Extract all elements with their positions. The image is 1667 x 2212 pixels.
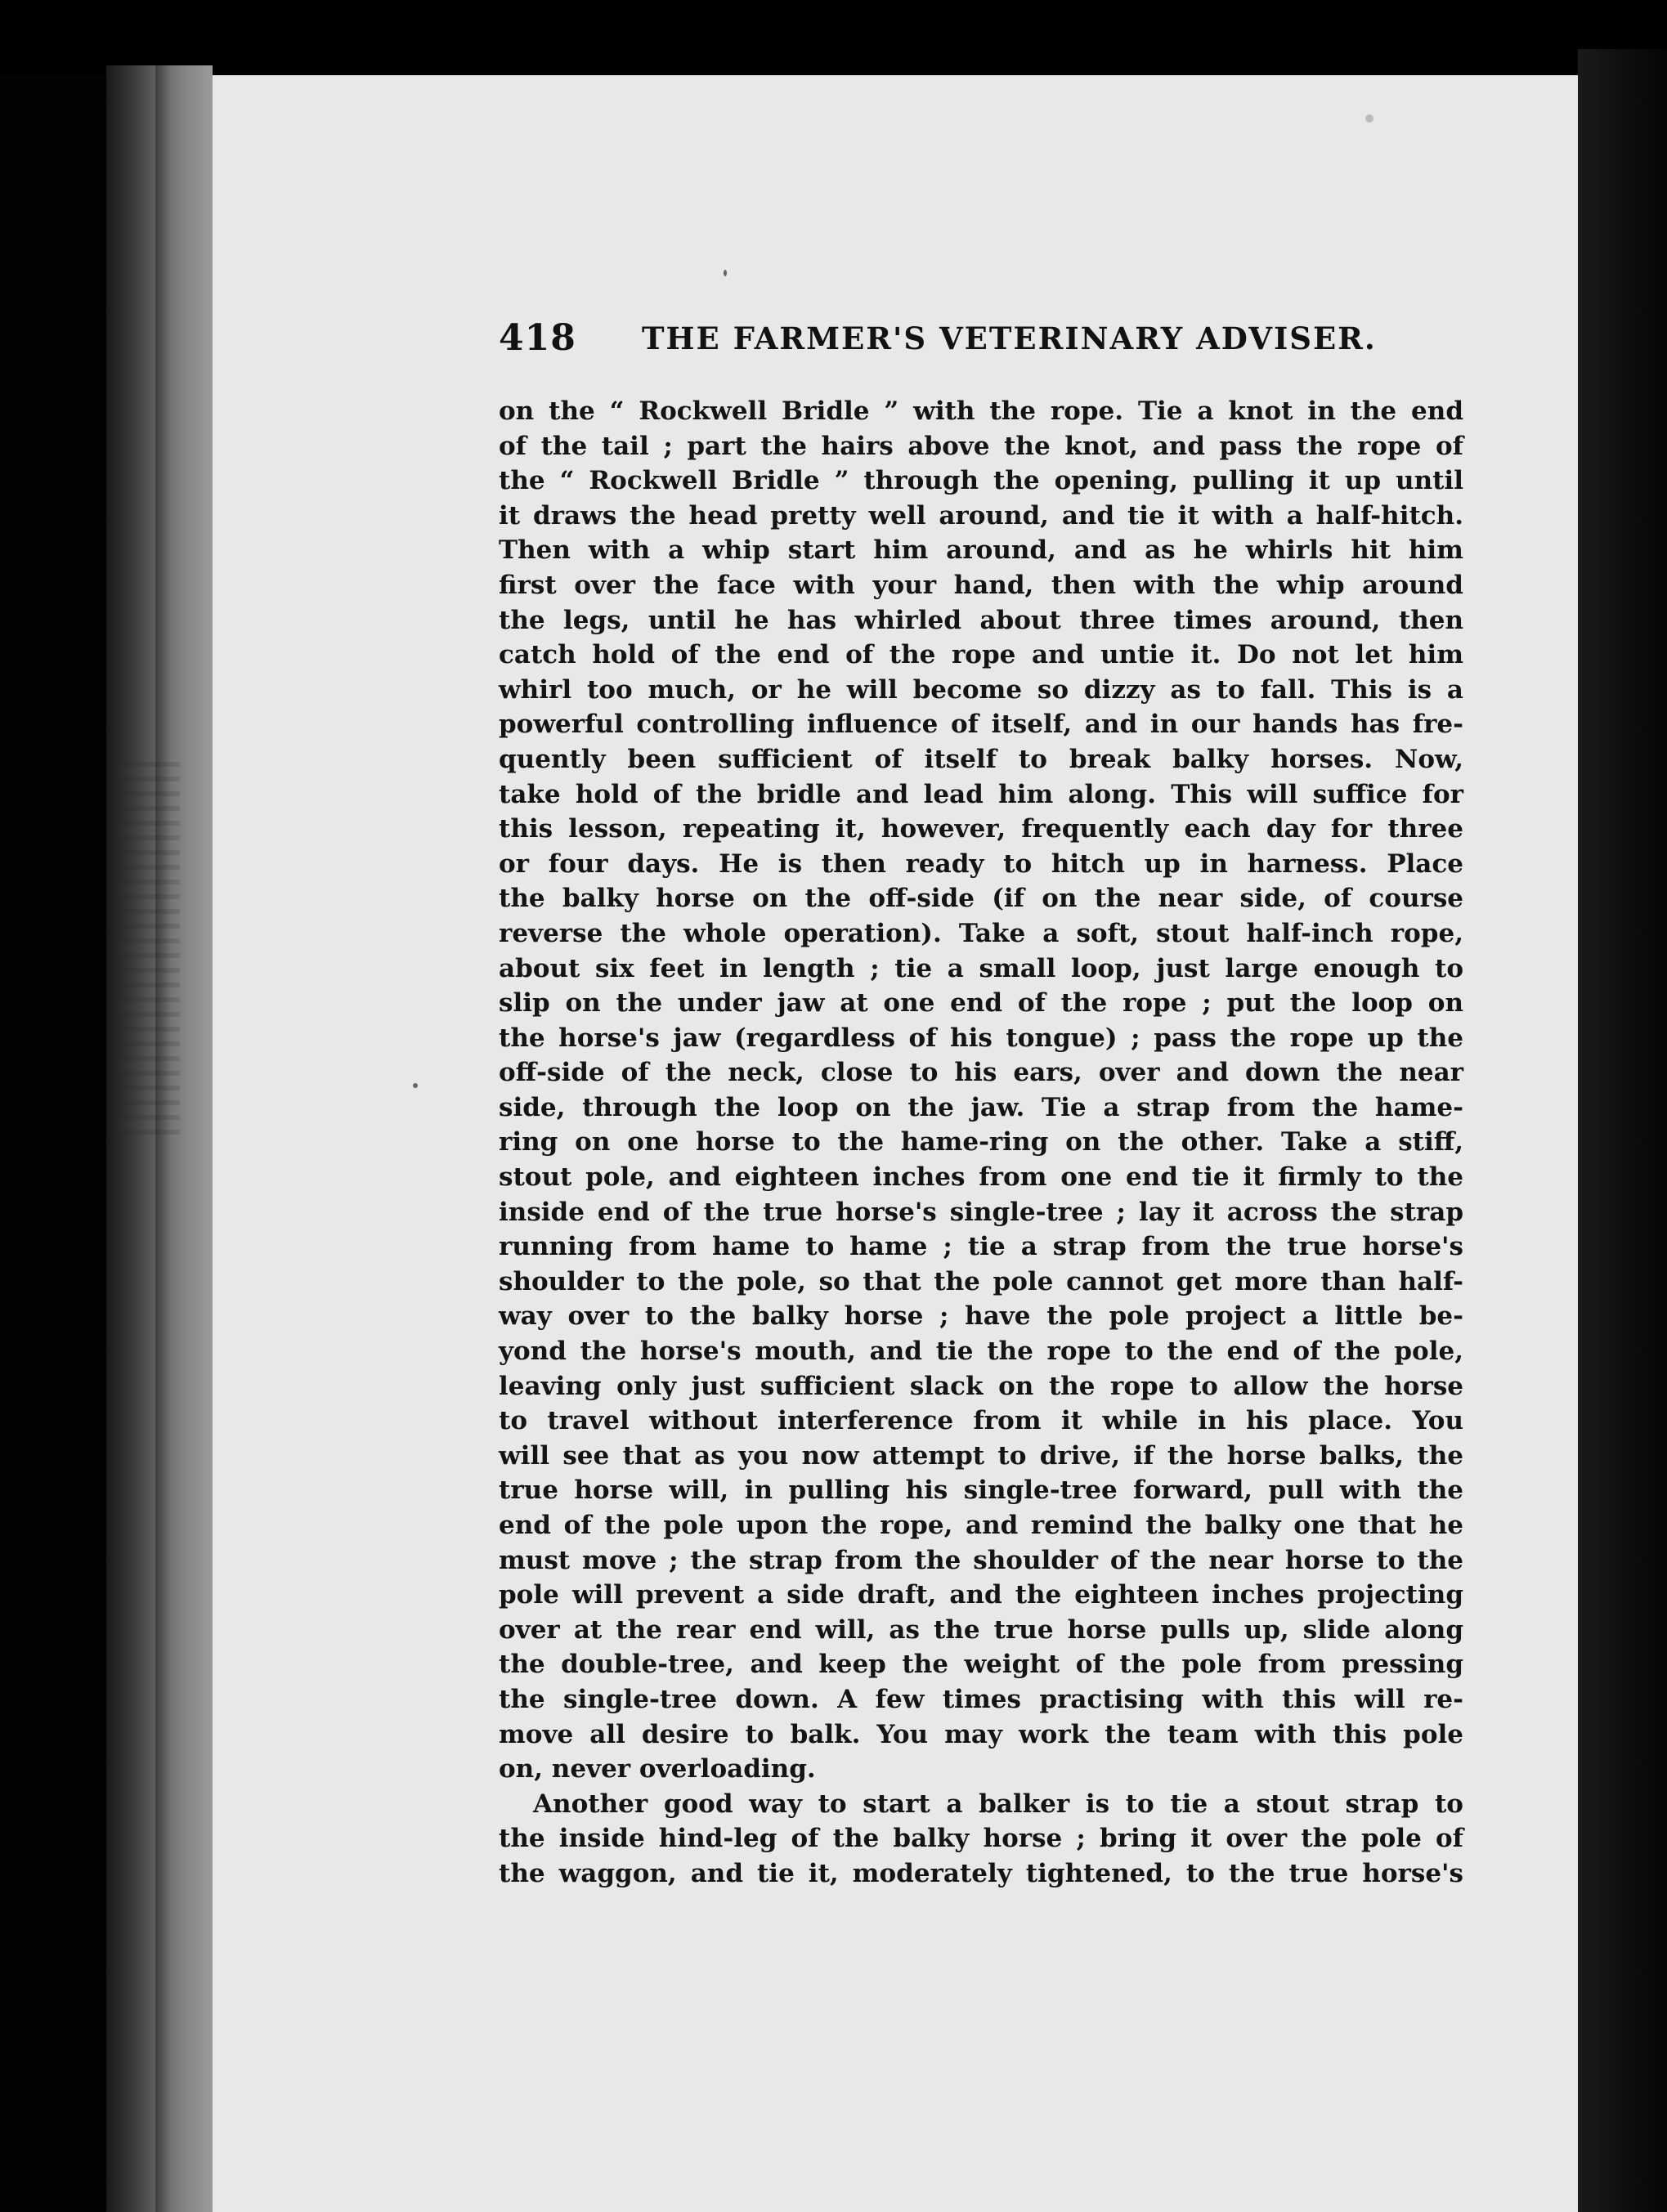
text-line: slip on the under jaw at one end of the rope ; put the loop on: [499, 988, 1463, 1019]
text-line: the balky horse on the off-side (if on the near side, of course: [499, 884, 1463, 914]
text-line: leaving only just sufficient slack on the rope to allow the horse: [499, 1371, 1463, 1401]
text-line: on, never overloading.: [499, 1754, 816, 1784]
text-line: the horse's jaw (regardless of his tongue) ; pass the rope up the: [499, 1023, 1463, 1053]
text-line: the legs, until he has whirled about three times around, then: [499, 605, 1463, 635]
text-line: about six feet in length ; tie a small loop, just large enough to: [499, 953, 1463, 983]
text-line: will see that as you now attempt to drive, if the horse balks, the: [499, 1440, 1463, 1471]
page-edge-shadow: [1578, 49, 1667, 2212]
text-line: the single-tree down. A few times practising with this will re-: [499, 1684, 1463, 1714]
text-line: catch hold of the end of the rope and untie it. Do not let him: [499, 640, 1463, 670]
text-line: true horse will, in pulling his single-tree forward, pull with the: [499, 1475, 1463, 1506]
page-header: [499, 317, 1480, 366]
text-line: yond the horse's mouth, and tie the rope to the end of the pole,: [499, 1337, 1463, 1367]
text-line: side, through the loop on the jaw. Tie a strap from the hame-: [499, 1092, 1463, 1122]
text-line: whirl too much, or he will become so dizzy as to fall. This is a: [499, 674, 1463, 705]
body-text: [499, 394, 1463, 1892]
text-line: running from hame to hame ; tie a strap from the true horse's: [499, 1232, 1463, 1262]
scan-speck: [413, 1083, 418, 1088]
running-head: THE FARMER'S VETERINARY ADVISER.: [642, 320, 1377, 356]
text-line: quently been sufficient of itself to break balky horses. Now,: [499, 744, 1463, 774]
top-margin-shadow: [0, 0, 1667, 75]
text-line: way over to the balky horse ; have the pole project a little be-: [499, 1301, 1463, 1332]
text-line: powerful controlling influence of itself, and in our hands has fre-: [499, 710, 1463, 740]
text-line: on the “ Rockwell Bridle ” with the rope. Tie a knot in the end: [499, 396, 1463, 426]
text-line: over at the rear end will, as the true horse pulls up, slide along: [499, 1614, 1463, 1645]
text-line: Then with a whip start him around, and as he whirls hit him: [499, 535, 1463, 566]
text-line: ring on one horse to the hame-ring on the other. Take a stiff,: [499, 1127, 1463, 1157]
text-line: off-side of the neck, close to his ears, over and down the near: [499, 1058, 1463, 1088]
text-line: must move ; the strap from the shoulder of the near horse to the: [499, 1545, 1463, 1575]
text-line: the “ Rockwell Bridle ” through the opening, pulling it up until: [499, 466, 1463, 496]
text-line: move all desire to balk. You may work the team with this pole: [499, 1719, 1463, 1749]
text-line: or four days. He is then ready to hitch up in harness. Place: [499, 849, 1463, 879]
text-line: pole will prevent a side draft, and the eighteen inches projecting: [499, 1580, 1463, 1610]
scan-speck: [724, 270, 727, 276]
text-line: end of the pole upon the rope, and remind the balky one that he: [499, 1511, 1463, 1540]
text-line: shoulder to the pole, so that the pole cannot get more than half-: [499, 1266, 1463, 1296]
text-line: the waggon, and tie it, moderately tightened, to the true horse's: [499, 1858, 1463, 1888]
text-line: first over the face with your hand, then with the whip around: [499, 570, 1463, 600]
page-number: 418: [499, 317, 576, 359]
text-line: the double-tree, and keep the weight of the pole from pressing: [499, 1650, 1463, 1680]
text-line: stout pole, and eighteen inches from one end tie it firmly to the: [499, 1162, 1463, 1193]
text-line: the inside hind-leg of the balky horse ; bring it over the pole of: [499, 1824, 1463, 1854]
text-line: to travel without interference from it while in his place. You: [499, 1406, 1463, 1436]
text-line: inside end of the true horse's single-tree ; lay it across the strap: [499, 1197, 1463, 1227]
scan-speck: [1365, 114, 1373, 123]
text-line: it draws the head pretty well around, and tie it with a half-hitch.: [499, 500, 1463, 531]
text-line: reverse the whole operation). Take a soft, stout half-inch rope,: [499, 918, 1463, 948]
text-line: this lesson, repeating it, however, frequently each day for three: [499, 814, 1463, 844]
text-line: Another good way to start a balker is to tie a stout strap to: [533, 1789, 1463, 1819]
text-line: take hold of the bridle and lead him along. This will suffice for: [499, 779, 1463, 809]
bleed-through-text: [114, 752, 180, 1144]
text-line: of the tail ; part the hairs above the knot, and pass the rope of: [499, 431, 1463, 461]
